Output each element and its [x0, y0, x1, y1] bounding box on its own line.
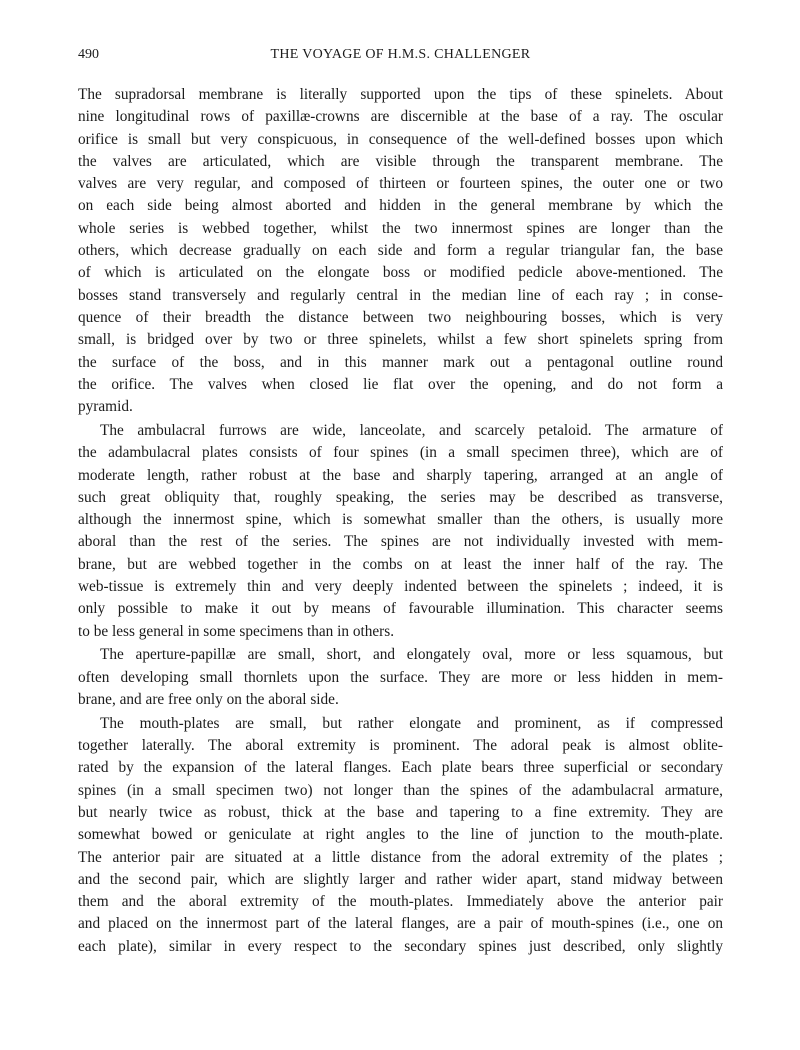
text-line: the surface of the boss, and in this manner mark out a pentagonal outline round — [78, 353, 723, 371]
text-line: the orifice. The valves when closed lie flat over the opening, and do not form a — [78, 375, 723, 393]
text-line: the valves are articulated, which are visible through the transparent membrane. The — [78, 152, 723, 170]
text-line: valves are very regular, and composed of thirteen or fourteen spines, the outer one or two — [78, 175, 723, 193]
page-number: 490 — [78, 47, 99, 62]
text-line: The anterior pair are situated at a little distance from the adoral extremity of the plates ; — [78, 848, 723, 866]
text-line: nine longitudinal rows of paxillæ-crowns are discernible at the base of a ray. The oscular — [78, 108, 723, 126]
text-line: although the innermost spine, which is somewhat smaller than the others, is usually more — [78, 511, 723, 529]
text-line: bosses stand transversely and regularly central in the median line of each ray ; in conse- — [78, 286, 723, 304]
text-line: together laterally. The aboral extremity is prominent. The adoral peak is almost oblite- — [78, 737, 723, 755]
text-line: and placed on the innermost part of the lateral flanges, are a pair of mouth-spines (i.e., one on — [78, 915, 723, 933]
text-line: quence of their breadth the distance between two neighbouring bosses, which is very — [78, 308, 723, 326]
text-line: but nearly twice as robust, thick at the base and tapering to a fine extremity. They are — [78, 804, 723, 821]
text-line: of which is articulated on the elongate boss or modified pedicle above-mentioned. The — [78, 264, 723, 282]
text-line: The mouth-plates are small, but rather elongate and prominent, as if compressed — [100, 714, 723, 732]
text-line: small, is bridged over by two or three spinelets, whilst a few short spinelets spring from — [78, 331, 723, 349]
text-line: moderate length, rather robust at the base and sharply tapering, arranged at an angle of — [78, 466, 723, 484]
text-line: aboral than the rest of the series. The spines are not individually invested with mem- — [78, 533, 723, 551]
text-line: The aperture-papillæ are small, short, and elongately oval, more or less squamous, but — [100, 646, 723, 664]
running-title: THE VOYAGE OF H.M.S. CHALLENGER — [270, 47, 531, 62]
paragraph — [78, 420, 723, 643]
text-line: only possible to make it out by means of favourable illumination. This character seems — [78, 600, 723, 618]
text-line: whole series is webbed together, whilst the two innermost spines are longer than the — [78, 219, 723, 237]
text-line: spines (in a small specimen two) not longer than the spines of the adambulacral armature, — [78, 781, 723, 799]
text-line: brane, and are free only on the aboral side. — [78, 691, 339, 709]
text-line: each plate), similar in every respect to the secondary spines just described, only slightly — [78, 937, 723, 955]
running-head — [78, 47, 723, 67]
paragraph — [78, 713, 723, 958]
body-text — [78, 84, 723, 960]
text-line: The ambulacral furrows are wide, lanceolate, and scarcely petaloid. The armature of — [100, 421, 723, 439]
text-line: web-tissue is extremely thin and very deeply indented between the spinelets ; indeed, it is — [78, 578, 723, 596]
text-line: pyramid. — [78, 398, 133, 416]
text-line: somewhat bowed or geniculate at right angles to the line of junction to the mouth-plate. — [78, 826, 723, 844]
paragraph — [78, 644, 723, 711]
text-line: others, which decrease gradually on each side and form a regular triangular fan, the base — [78, 242, 723, 260]
paragraph — [78, 84, 723, 418]
text-line: often developing small thornlets upon the surface. They are more or less hidden in mem- — [78, 668, 723, 686]
text-line: brane, but are webbed together in the combs on at least the inner half of the ray. The — [78, 555, 723, 573]
text-line: orifice is small but very conspicuous, in consequence of the well-defined bosses upon which — [78, 130, 723, 148]
text-line: on each side being almost aborted and hidden in the general membrane by which the — [78, 197, 723, 215]
text-line: to be less general in some specimens than in others. — [78, 622, 395, 640]
text-line: them and the aboral extremity of the mouth-plates. Immediately above the anterior pair — [78, 893, 723, 911]
text-line: The supradorsal membrane is literally supported upon the tips of these spinelets. About — [78, 86, 723, 103]
text-line: such great obliquity that, roughly speaking, the series may be described as transverse, — [78, 488, 723, 506]
text-line: and the second pair, which are slightly larger and rather wider apart, stand midway between — [78, 870, 723, 888]
text-line: the adambulacral plates consists of four spines (in a small specimen three), which are of — [78, 444, 723, 462]
text-line: rated by the expansion of the lateral flanges. Each plate bears three superficial or secondary — [78, 759, 723, 777]
